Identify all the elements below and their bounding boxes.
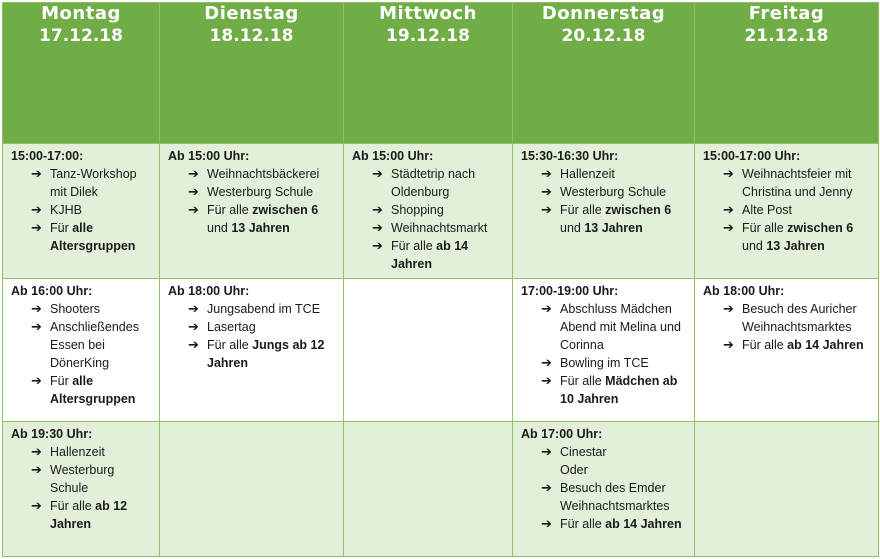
arrow-right-icon: ➔ <box>31 443 42 459</box>
arrow-right-icon: ➔ <box>541 301 552 317</box>
cell-donnerstag-2 <box>513 279 695 421</box>
list-item: ➔ Weihnachtsbäckerei <box>188 166 320 181</box>
day-date: 17.12.18 <box>39 26 123 46</box>
event-time: Ab 17:00 Uhr: <box>521 426 603 441</box>
arrow-right-icon: ➔ <box>372 202 383 217</box>
list-item: ➔ Anschließendes Essen bei DönerKing <box>31 319 139 371</box>
day-name: Donnerstag <box>541 3 666 24</box>
arrow-right-icon: ➔ <box>31 373 42 389</box>
arrow-right-icon: ➔ <box>31 497 42 513</box>
list-item: ➔ Alte Post <box>723 202 793 217</box>
arrow-right-icon: ➔ <box>541 355 552 371</box>
schedule-row-3 <box>3 421 879 556</box>
arrow-right-icon: ➔ <box>31 301 42 317</box>
day-name: Montag <box>41 3 121 24</box>
cell-mittwoch-2 <box>344 279 513 421</box>
cell-donnerstag-3 <box>513 421 695 556</box>
arrow-right-icon: ➔ <box>541 479 552 495</box>
day-header-dienstag <box>160 3 344 144</box>
day-name: Dienstag <box>204 3 299 24</box>
schedule-row-1 <box>3 144 879 279</box>
day-date: 21.12.18 <box>744 26 829 46</box>
list-item: ➔ Shopping <box>372 202 444 217</box>
event-time: 15:00-17:00 Uhr: <box>703 149 801 163</box>
list-item: ➔ Westerburg Schule <box>541 184 667 199</box>
cell-dienstag-1 <box>160 144 344 279</box>
list-item: ➔ Abschluss Mädchen Abend mit Melina und Corinna <box>541 301 681 353</box>
arrow-right-icon: ➔ <box>188 337 199 353</box>
list-item: ➔ Für alle ab 14 Jahren <box>541 515 682 531</box>
cell-dienstag-3 <box>160 421 344 556</box>
cell-montag-1 <box>3 144 160 279</box>
list-item: ➔ Bowling im TCE <box>541 355 649 371</box>
list-item: ➔ Besuch des Emder Weihnachtsmarktes <box>541 479 670 513</box>
list-item: ➔ Hallenzeit <box>31 443 105 459</box>
arrow-right-icon: ➔ <box>723 202 734 217</box>
arrow-right-icon: ➔ <box>31 202 42 217</box>
cell-montag-2 <box>3 279 160 421</box>
header-row <box>3 3 879 144</box>
list-item: ➔ Für alle Jungs ab 12 Jahren <box>188 337 325 371</box>
arrow-right-icon: ➔ <box>723 166 734 181</box>
event-time: 15:30-16:30 Uhr: <box>521 149 619 163</box>
list-item: ➔ Lasertag <box>188 319 256 335</box>
event-time: Ab 18:00 Uhr: <box>703 284 785 299</box>
list-item: ➔ Shooters <box>31 301 101 317</box>
cell-mittwoch-3 <box>344 421 513 556</box>
event-time: Ab 15:00 Uhr: <box>352 149 434 163</box>
event-time: Ab 15:00 Uhr: <box>168 149 250 163</box>
list-item: ➔ Hallenzeit <box>541 166 615 181</box>
arrow-right-icon: ➔ <box>188 184 199 199</box>
arrow-right-icon: ➔ <box>188 319 199 335</box>
list-item: ➔ Für alle ab 14 Jahren <box>372 238 469 271</box>
list-item: ➔ Städtetrip nach Oldenburg <box>372 166 476 199</box>
cell-freitag-3 <box>695 421 879 556</box>
day-header-freitag <box>695 3 879 144</box>
list-item-continuation: Oder <box>560 462 588 477</box>
cell-freitag-2 <box>695 279 879 421</box>
list-item: ➔ Für alle zwischen 6 und 13 Jahren <box>723 220 854 253</box>
arrow-right-icon: ➔ <box>31 166 42 181</box>
event-time: Ab 18:00 Uhr: <box>168 284 250 299</box>
day-date: 18.12.18 <box>209 26 294 46</box>
arrow-right-icon: ➔ <box>723 337 734 353</box>
arrow-right-icon: ➔ <box>541 443 552 459</box>
arrow-right-icon: ➔ <box>31 220 42 235</box>
arrow-right-icon: ➔ <box>541 202 552 217</box>
weekly-schedule-table <box>2 2 879 557</box>
arrow-right-icon: ➔ <box>541 184 552 199</box>
day-header-donnerstag <box>513 3 695 144</box>
arrow-right-icon: ➔ <box>541 373 552 389</box>
arrow-right-icon: ➔ <box>372 166 383 181</box>
list-item: ➔ Für alle zwischen 6 und 13 Jahren <box>188 202 319 235</box>
arrow-right-icon: ➔ <box>372 238 383 253</box>
day-header-mittwoch <box>344 3 513 144</box>
arrow-right-icon: ➔ <box>541 166 552 181</box>
list-item: ➔ Für alle Altersgruppen <box>31 373 136 407</box>
list-item: ➔ KJHB <box>31 202 82 217</box>
list-item: ➔ Für alle ab 12 Jahren <box>31 497 128 531</box>
list-item: ➔ Für alle ab 14 Jahren <box>723 337 864 353</box>
arrow-right-icon: ➔ <box>31 319 42 335</box>
cell-mittwoch-1 <box>344 144 513 279</box>
event-time: 17:00-19:00 Uhr: <box>521 284 619 299</box>
cell-dienstag-2 <box>160 279 344 421</box>
arrow-right-icon: ➔ <box>31 461 42 477</box>
list-item: ➔ Cinestar <box>541 443 607 459</box>
arrow-right-icon: ➔ <box>723 301 734 317</box>
list-item: ➔ Westerburg Schule <box>188 184 314 199</box>
day-date: 19.12.18 <box>386 26 470 46</box>
arrow-right-icon: ➔ <box>541 515 552 531</box>
event-time: Ab 16:00 Uhr: <box>11 284 93 299</box>
arrow-right-icon: ➔ <box>723 220 734 235</box>
day-name: Freitag <box>748 3 825 24</box>
day-header-montag <box>3 3 160 144</box>
list-item: ➔ Für alle Altersgruppen <box>31 220 136 253</box>
list-item: ➔ Tanz-Workshop mit Dilek <box>31 166 137 199</box>
event-time: 15:00-17:00: <box>11 149 84 163</box>
day-date: 20.12.18 <box>561 26 646 46</box>
schedule-row-2 <box>3 279 879 421</box>
list-item: ➔ Für alle Mädchen ab 10 Jahren <box>541 373 678 407</box>
arrow-right-icon: ➔ <box>372 220 383 235</box>
cell-donnerstag-1 <box>513 144 695 279</box>
arrow-right-icon: ➔ <box>188 166 199 181</box>
arrow-right-icon: ➔ <box>188 202 199 217</box>
day-name: Mittwoch <box>379 3 477 24</box>
list-item: ➔ Weihnachtsfeier mit Christina und Jenny <box>723 166 853 199</box>
cell-freitag-1 <box>695 144 879 279</box>
list-item: ➔ Jungsabend im TCE <box>188 301 321 317</box>
list-item: ➔ Westerburg Schule <box>31 461 115 495</box>
list-item: ➔ Besuch des Auricher Weihnachtsmarktes <box>723 301 857 335</box>
event-time: Ab 19:30 Uhr: <box>11 426 93 441</box>
cell-montag-3 <box>3 421 160 556</box>
list-item: ➔ Für alle zwischen 6 und 13 Jahren <box>541 202 672 235</box>
list-item: ➔ Weihnachtsmarkt <box>372 220 488 235</box>
arrow-right-icon: ➔ <box>188 301 199 317</box>
